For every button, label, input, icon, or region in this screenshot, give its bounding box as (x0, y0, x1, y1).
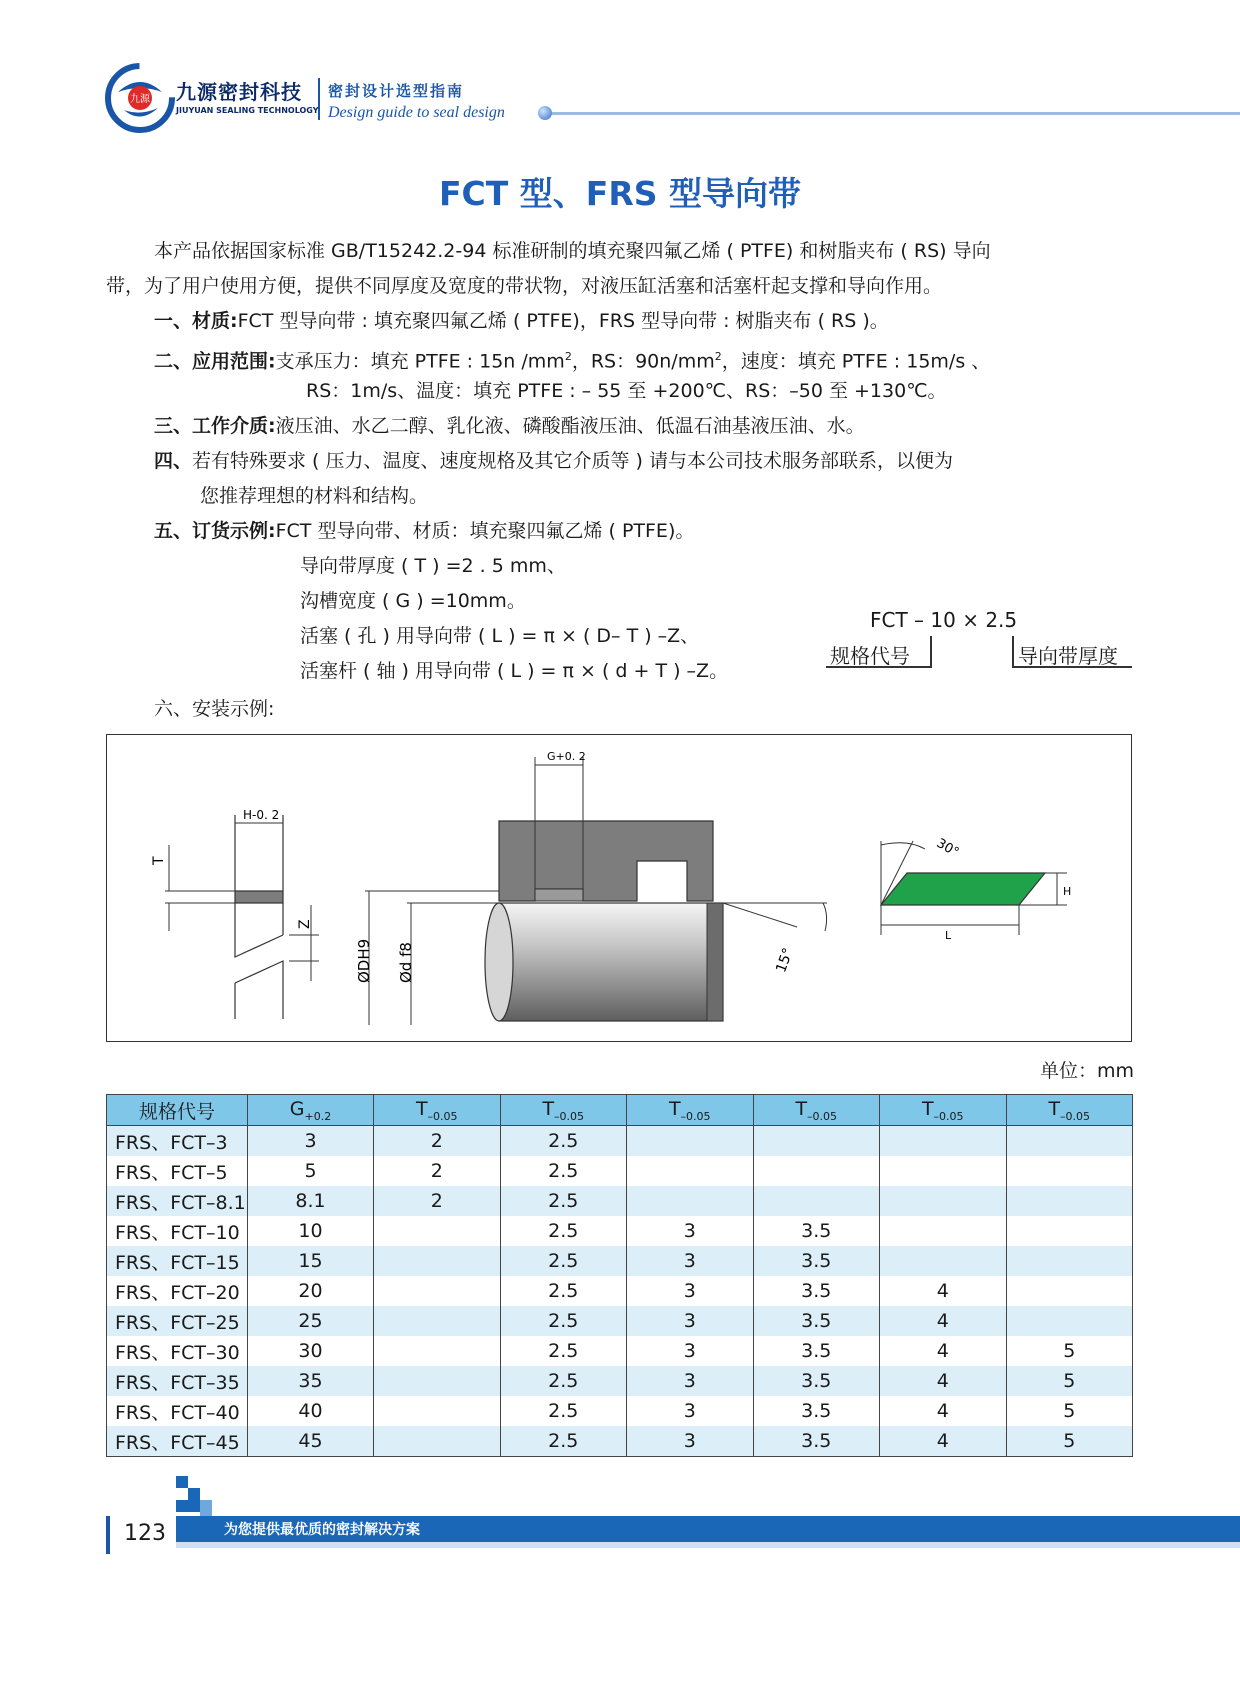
spec-code-label: 规格代号 (830, 644, 910, 668)
brand-name-cn: 九源密封科技 (176, 80, 302, 104)
table-cell: 2.5 (500, 1396, 627, 1426)
table-cell (880, 1126, 1007, 1157)
rod-cylinder (499, 903, 723, 1021)
thickness-label: 导向带厚度 (1018, 644, 1118, 668)
green-strip (881, 873, 1045, 905)
table-cell: 2.5 (500, 1426, 627, 1457)
table-cell (627, 1186, 754, 1216)
table-cell (374, 1306, 501, 1336)
table-cell: 3.5 (753, 1336, 880, 1366)
item-application-c: ，速度：填充 PTFE : 15m/s 、 (721, 350, 991, 373)
table-cell: 2.5 (500, 1366, 627, 1396)
t-dimension-label: T (151, 856, 167, 865)
strip-cross-section (151, 808, 319, 1019)
page-title: FCT 型、FRS 型导向带 (439, 174, 801, 213)
table-cell: 3 (627, 1396, 754, 1426)
table-cell: 4 (880, 1396, 1007, 1426)
h-tolerance-label: H-0. 2 (243, 808, 280, 822)
item-order-label: 五、订货示例: (154, 520, 276, 542)
installation-drawing (106, 734, 1132, 1042)
table-cell (627, 1126, 754, 1157)
table-cell (374, 1216, 501, 1246)
header-divider (318, 78, 320, 120)
item-material-label: 一、材质: (154, 310, 238, 332)
table-cell: 2.5 (500, 1216, 627, 1246)
order-line-thickness: 导向带厚度 ( T ) =2 . 5 mm、 (300, 555, 566, 577)
table-cell: 3 (627, 1426, 754, 1457)
table-cell (374, 1366, 501, 1396)
header-t: $T_{-0.05}$ (880, 1095, 1007, 1126)
superscript-2: 2 (714, 350, 722, 363)
table-cell: 10 (248, 1216, 374, 1246)
table-row (107, 1126, 1133, 1157)
item-media-label: 三、工作介质: (154, 415, 276, 437)
item-application-line-2: RS：1m/s、温度：填充 PTFE : – 55 至 +200℃、RS：–50 至 +130℃。 (306, 380, 947, 402)
z-dimension-label: Z (297, 919, 313, 929)
table-cell (880, 1216, 1007, 1246)
table-cell: 15 (248, 1246, 374, 1276)
item-special (154, 444, 953, 479)
table-cell-code: FRS、FCT–5 (107, 1156, 248, 1186)
header-t: $T_{-0.05}$ (627, 1095, 754, 1126)
table-cell (753, 1126, 880, 1157)
guide-title-en: Design guide to seal design (328, 104, 505, 121)
item-special-text: 若有特殊要求 ( 压力、温度、速度规格及其它介质等 ) 请与本公司技术服务部联系，以便为 (192, 450, 954, 472)
table-cell (1006, 1126, 1133, 1157)
strip-side-view (881, 836, 1071, 942)
table-cell (374, 1396, 501, 1426)
item-material (154, 304, 889, 339)
order-line-rod: 活塞杆 ( 轴 ) 用导向带 ( L ) = π × ( d + T ) –Z。 (300, 660, 729, 682)
header-dot-icon (538, 106, 552, 120)
table-cell: 2.5 (500, 1156, 627, 1186)
table-cell (1006, 1306, 1133, 1336)
header-t: $T_{-0.05}$ (500, 1095, 627, 1126)
table-cell (1006, 1276, 1133, 1306)
table-cell: 5 (1006, 1366, 1133, 1396)
table-cell: 2.5 (500, 1336, 627, 1366)
table-cell-code: FRS、FCT–3 (107, 1126, 248, 1157)
h-dimension-label: H (1063, 885, 1072, 898)
table-cell: 35 (248, 1366, 374, 1396)
table-cell: 2.5 (500, 1186, 627, 1216)
table-cell: 4 (880, 1306, 1007, 1336)
item-order (154, 514, 694, 549)
table-row (107, 1336, 1133, 1366)
table-cell: 5 (1006, 1336, 1133, 1366)
angle-15-label: 15° (773, 945, 797, 975)
table-cell (374, 1276, 501, 1306)
strip-section-block (235, 891, 283, 903)
table-cell (374, 1426, 501, 1457)
table-cell: 3 (248, 1126, 374, 1157)
guide-title-cn: 密封设计选型指南 (328, 82, 465, 100)
table-cell: 3 (627, 1366, 754, 1396)
table-cell (1006, 1246, 1133, 1276)
spec-table (106, 1094, 1133, 1457)
item-application-label: 二、应用范围: (154, 350, 276, 373)
table-cell-code: FRS、FCT–45 (107, 1426, 248, 1457)
footer-square-icon (188, 1488, 200, 1500)
table-cell (1006, 1216, 1133, 1246)
table-cell (880, 1186, 1007, 1216)
table-cell: 2.5 (500, 1126, 627, 1157)
table-cell: 4 (880, 1426, 1007, 1457)
table-cell: 3.5 (753, 1426, 880, 1457)
header-spec-code: 规格代号 (107, 1095, 248, 1126)
angle-30-label: 30° (933, 835, 962, 861)
page-number-bar (106, 1516, 110, 1554)
table-cell: 25 (248, 1306, 374, 1336)
order-code-formula: FCT – 10 × 2.5 (870, 608, 1018, 632)
table-cell: 30 (248, 1336, 374, 1366)
table-cell: 5 (248, 1156, 374, 1186)
table-cell: 3 (627, 1246, 754, 1276)
footer-square-icon (176, 1476, 188, 1488)
table-cell-code: FRS、FCT–8.1 (107, 1186, 248, 1216)
unit-label: 单位：mm (1039, 1060, 1134, 1082)
page-number: 123 (124, 1521, 166, 1546)
table-cell: 4 (880, 1366, 1007, 1396)
header-t: $T_{-0.05}$ (753, 1095, 880, 1126)
item-special-label: 四、 (154, 450, 193, 472)
table-cell: 5 (1006, 1426, 1133, 1457)
table-row (107, 1276, 1133, 1306)
brand-name-en: JIUYUAN SEALING TECHNOLOGY (176, 106, 319, 115)
table-cell: 3.5 (753, 1276, 880, 1306)
table-header-row (107, 1095, 1133, 1126)
table-row (107, 1186, 1133, 1216)
table-cell: 45 (248, 1426, 374, 1457)
footer-slogan: 为您提供最优质的密封解决方案 (224, 1522, 420, 1538)
logo-text: 九源 (130, 94, 150, 105)
table-cell (374, 1246, 501, 1276)
table-cell: 2.5 (500, 1246, 627, 1276)
table-cell: 2.5 (500, 1276, 627, 1306)
housing-block (499, 821, 713, 901)
table-row (107, 1246, 1133, 1276)
table-cell: 5 (1006, 1396, 1133, 1426)
item-special-line-2: 您推荐理想的材料和结构。 (200, 485, 429, 507)
intro-line-1: 本产品依据国家标准 GB/T15242.2-94 标准研制的填充聚四氟乙烯 ( PTFE) 和树脂夹布 ( RS) 导向 (154, 240, 991, 262)
table-cell (880, 1156, 1007, 1186)
table-cell: 2 (374, 1156, 501, 1186)
table-cell: 8.1 (248, 1186, 374, 1216)
table-cell: 3 (627, 1216, 754, 1246)
item-media (154, 409, 865, 444)
order-line-piston: 活塞 ( 孔 ) 用导向带 ( L ) = π × ( D– T ) –Z、 (300, 625, 700, 647)
table-cell (753, 1156, 880, 1186)
table-cell: 3.5 (753, 1306, 880, 1336)
table-cell: 3 (627, 1276, 754, 1306)
table-cell (627, 1156, 754, 1186)
header-t: $T_{-0.05}$ (1006, 1095, 1133, 1126)
table-cell-code: FRS、FCT–10 (107, 1216, 248, 1246)
table-row (107, 1156, 1133, 1186)
table-row (107, 1396, 1133, 1426)
table-cell (880, 1246, 1007, 1276)
table-cell: 4 (880, 1336, 1007, 1366)
table-cell: 20 (248, 1276, 374, 1306)
item-order-text: FCT 型导向带、材质：填充聚四氟乙烯 ( PTFE)。 (275, 520, 695, 542)
item-media-text: 液压油、水乙二醇、乳化液、磷酸酯液压油、低温石油基液压油、水。 (275, 415, 865, 437)
table-cell: 3 (627, 1306, 754, 1336)
footer-square-icon (200, 1500, 212, 1516)
table-cell: 3 (627, 1336, 754, 1366)
table-row (107, 1366, 1133, 1396)
table-cell-code: FRS、FCT–15 (107, 1246, 248, 1276)
item-application-a: 支承压力：填充 PTFE : 15n /mm (275, 350, 565, 373)
table-cell-code: FRS、FCT–35 (107, 1366, 248, 1396)
rod-diameter-label: Ød f8 (397, 942, 415, 983)
table-row (107, 1426, 1133, 1457)
bore-diameter-label: ØDH9 (355, 938, 373, 983)
table-cell: 2 (374, 1186, 501, 1216)
table-cell-code: FRS、FCT–20 (107, 1276, 248, 1306)
order-line-groove: 沟槽宽度 ( G ) =10mm。 (300, 590, 526, 612)
header-g: $G_{+0.2}$ (248, 1095, 374, 1126)
table-cell (1006, 1156, 1133, 1186)
table-row (107, 1306, 1133, 1336)
table-cell: 3.5 (753, 1366, 880, 1396)
table-cell (374, 1336, 501, 1366)
piston-assembly (355, 750, 827, 1025)
table-row (107, 1216, 1133, 1246)
item-material-text: FCT 型导向带 : 填充聚四氟乙烯 ( PTFE)，FRS 型导向带 : 树脂夹布 ( RS )。 (237, 310, 889, 332)
table-cell (1006, 1186, 1133, 1216)
table-cell-code: FRS、FCT–25 (107, 1306, 248, 1336)
l-dimension-label: L (945, 929, 952, 942)
table-cell: 2.5 (500, 1306, 627, 1336)
header-t: $T_{-0.05}$ (374, 1095, 501, 1126)
company-logo (104, 62, 176, 134)
superscript-1: 2 (564, 350, 572, 363)
table-cell: 3.5 (753, 1246, 880, 1276)
table-cell-code: FRS、FCT–40 (107, 1396, 248, 1426)
footer-band-light (176, 1542, 1240, 1548)
footer-square-icon (176, 1500, 200, 1512)
item-install-label: 六、安装示例: (154, 698, 275, 720)
intro-line-2: 带，为了用户使用方便，提供不同厚度及宽度的带状物，对液压缸活塞和活塞杆起支撑和导向作用。 (106, 275, 943, 297)
table-cell: 3.5 (753, 1216, 880, 1246)
table-cell (753, 1186, 880, 1216)
table-cell: 40 (248, 1396, 374, 1426)
item-application-b: ，RS：90n/mm (571, 350, 715, 373)
g-tolerance-label: G+0. 2 (547, 750, 586, 763)
table-cell: 2 (374, 1126, 501, 1157)
table-cell: 3.5 (753, 1396, 880, 1426)
header-rule (548, 112, 1240, 115)
table-cell: 4 (880, 1276, 1007, 1306)
table-cell-code: FRS、FCT–30 (107, 1336, 248, 1366)
